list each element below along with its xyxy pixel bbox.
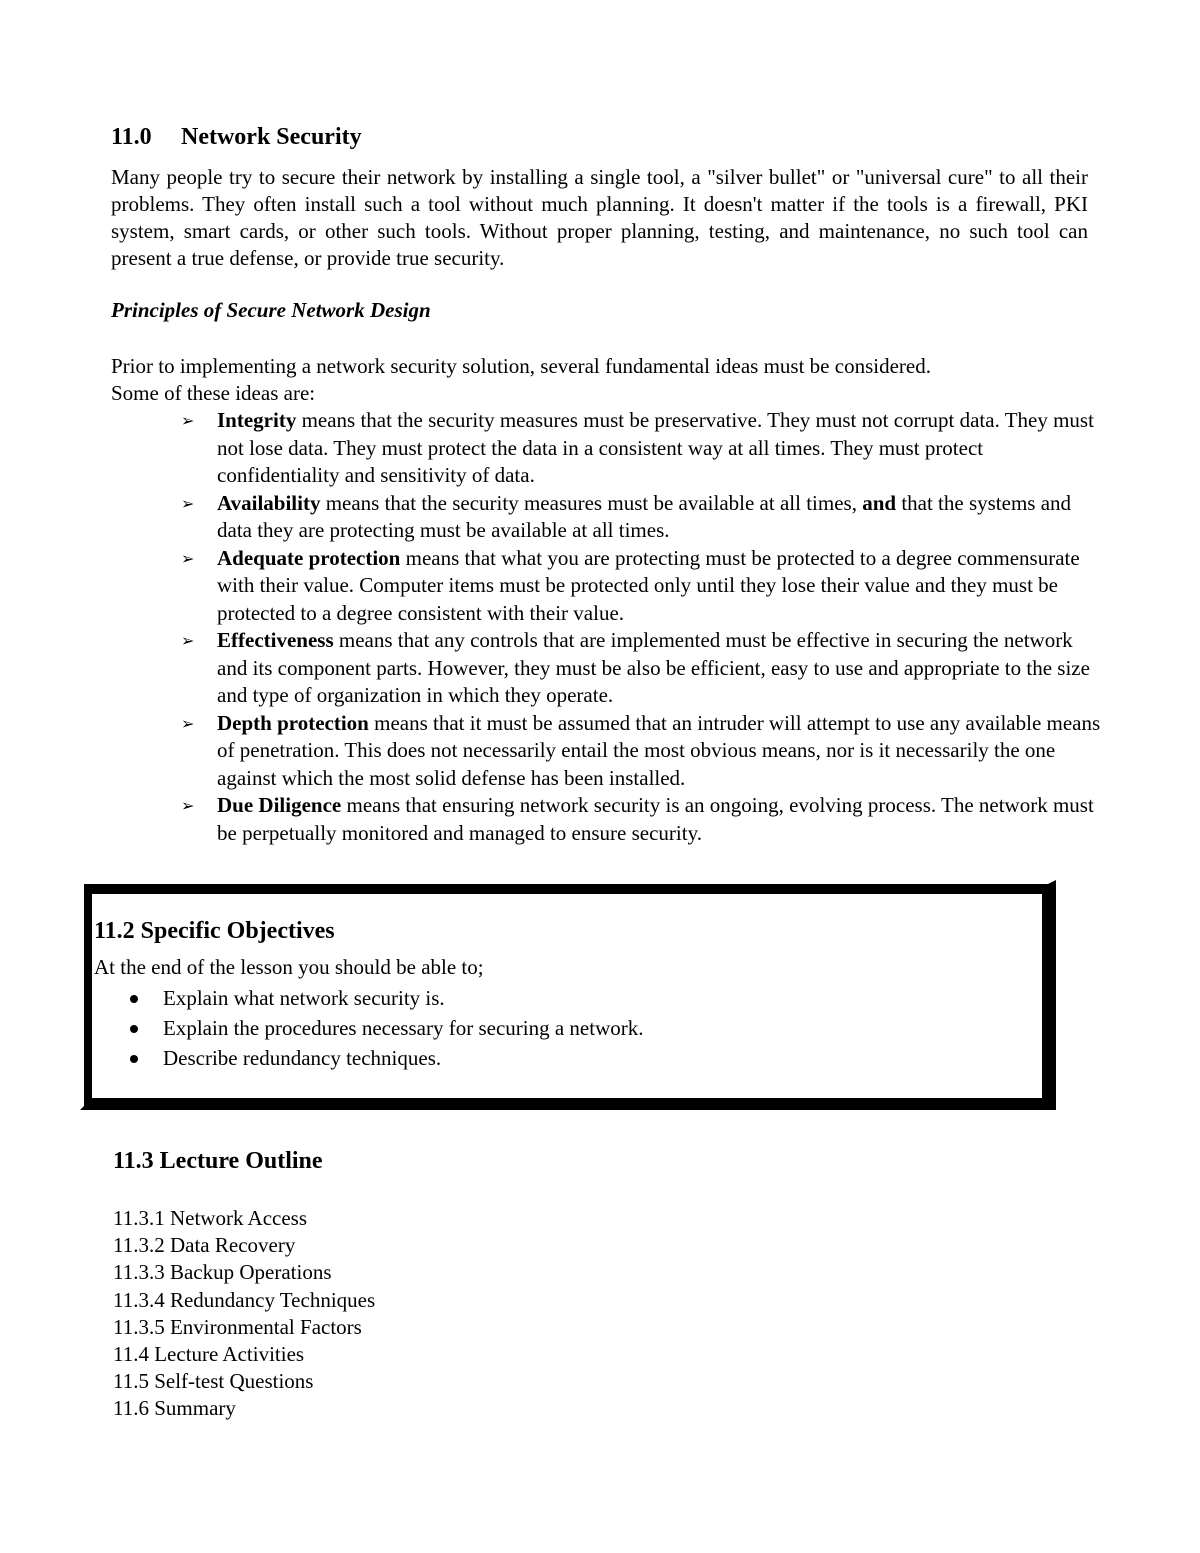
principle-item (181, 710, 1101, 793)
principle-item (181, 627, 1101, 710)
outline-title: 11.3 Lecture Outline (113, 1148, 323, 1174)
objective-item (126, 1043, 643, 1073)
objectives-title: 11.2 Specific Objectives (94, 918, 335, 944)
outline-item: 11.3.2 Data Recovery (113, 1233, 296, 1258)
prior-paragraph (111, 353, 1111, 407)
principles-heading: Principles of Secure Network Design (111, 298, 431, 322)
principle-term: Integrity (217, 408, 297, 432)
principle-text: means that any controls that are implemented must be effective in securing the network and its component parts. However, they must be also be efficient, easy to use and appropriate to the size and type of organization in which they operate. (217, 628, 1090, 707)
outline-item: 11.3.4 Redundancy Techniques (113, 1287, 376, 1312)
outline-list (113, 1205, 375, 1423)
outline-item: 11.3.5 Environmental Factors (113, 1314, 362, 1339)
principle-term: Availability (217, 490, 321, 515)
prior-line-2: Some of these ideas are: (111, 381, 316, 405)
outline-item: 11.3.3 Backup Operations (113, 1260, 332, 1285)
outline-item: 11.6 Summary (113, 1396, 236, 1421)
principle-term: Depth protection (217, 710, 369, 735)
round-bullet-icon (130, 1055, 138, 1063)
outline-item: 11.4 Lecture Activities (113, 1342, 305, 1367)
principle-text-continued: that the systems and data they are protecting must be available at all times. (217, 490, 1072, 542)
section-heading (111, 124, 362, 151)
principle-term: Due Diligence (217, 793, 342, 817)
principle-emphasis: and (862, 490, 897, 515)
prior-line-1: Prior to implementing a network security solution, several fundamental ideas must be considered. (111, 354, 931, 378)
arrowhead-bullet-icon: ➢ (181, 548, 195, 568)
principle-item (181, 490, 1101, 545)
intro-paragraph: Many people try to secure their network by installing a single tool, a "silver bullet" or "universal cure" to all their problems. They often install such a tool without much planning. It doesn't matter if the tools is a firewall, PKI system, smart cards, or other such tools. Without proper planning, testing, and maintenance, no such tool can present a true defense, or provide true security. (111, 165, 1088, 270)
principles-list (181, 407, 1101, 847)
principle-item (181, 545, 1101, 628)
objective-item (126, 1013, 643, 1043)
objectives-list (126, 983, 643, 1073)
arrowhead-bullet-icon: ➢ (181, 713, 195, 733)
section-title: Network Security (181, 124, 362, 150)
principle-term: Adequate protection (217, 545, 401, 570)
section-number: 11.0 (111, 124, 152, 150)
principle-text: means that what you are protecting must be protected to a degree commensurate with their value. Computer items must be protected only until they lose their value and they must be protected to a degree consistent with their value. (217, 545, 1080, 625)
arrowhead-bullet-icon: ➢ (181, 411, 195, 430)
objectives-intro: At the end of the lesson you should be able to; (94, 955, 484, 979)
outline-item: 11.3.1 Network Access (113, 1206, 308, 1230)
arrowhead-bullet-icon: ➢ (181, 796, 195, 815)
arrowhead-bullet-icon: ➢ (181, 493, 195, 513)
principle-item (181, 792, 1101, 847)
principle-text: means that it must be assumed that an intruder will attempt to use any available means of penetration. This does not necessarily entail the most obvious means, nor is it necessarily the one against which the most solid defense has been installed. (217, 710, 1101, 790)
objective-text: Explain what network security is. (163, 986, 445, 1010)
objective-text: Explain the procedures necessary for securing a network. (163, 1016, 644, 1040)
principle-text: means that the security measures must be available at all times, (320, 490, 863, 515)
round-bullet-icon (130, 1025, 138, 1033)
objective-text: Describe redundancy techniques. (163, 1046, 442, 1070)
principle-term: Effectiveness (217, 628, 334, 652)
outline-item: 11.5 Self-test Questions (113, 1369, 314, 1394)
arrowhead-bullet-icon: ➢ (181, 631, 195, 650)
objective-item (126, 983, 643, 1013)
principle-text: means that the security measures must be preservative. They must not corrupt data. They must not lose data. They must protect the data in a consistent way at all times. They must protect confidentiality and sensitivity of data. (217, 408, 1094, 487)
principle-text: means that ensuring network security is an ongoing, evolving process. The network must be perpetually monitored and managed to ensure security. (217, 793, 1094, 845)
round-bullet-icon (130, 995, 138, 1003)
principle-item (181, 407, 1101, 490)
